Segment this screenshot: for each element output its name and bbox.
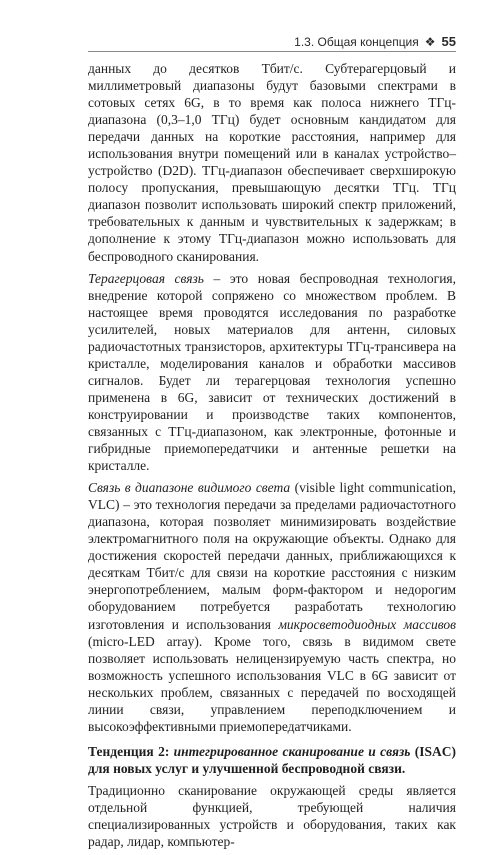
section-title: 1.3. Общая концепция	[294, 35, 419, 49]
paragraph-continued: данных до десятков Тбит/с. Субтерагерцовый и миллиметровый диапазоны будут базовыми спектрами в сотовых сетях 6G, в то время как полоса нижнего ТГц-диапазона (0,3–1,0 ТГц) будет основным кандидатом для передачи данных на короткие расстояния, например для использования внутри помещений или в каналах устройство–устройство (D2D). ТГц-диапазон обеспечивает сверхширокую полосу пропускания, превышающую десятки ТГц. ТГц диапазон позволит использовать широкий спектр приложений, требовательных к данным и чувствительных к задержкам; в дополнение к этому ТГц-диапазон можно использовать для беспроводного сканирования.	[88, 61, 456, 264]
trend-rest: (ISAC) для новых услуг и улучшенной беспроводной связи.	[88, 743, 456, 776]
paragraph-vlc	[88, 479, 456, 735]
paragraph-vlc-text-b: (micro-LED array). Кроме того, связь в видимом свете позволяет использовать нелицензируемую часть спектра, но возможность успешного использования VLC в 6G зависит от нескольких проблем, связанных с передачей по восходящей линии связи, управлением переподключением и высокоэффективными приемопередатчиками.	[88, 633, 456, 734]
paragraph-terahertz	[88, 270, 456, 475]
page-body	[88, 60, 456, 855]
running-header	[88, 33, 456, 52]
trend-heading	[88, 743, 456, 777]
page-number: 55	[441, 34, 456, 49]
term-micro-led: микросветодиодных массивов	[278, 616, 456, 632]
paragraph-terahertz-text: – это новая беспроводная технология, внедрение которой сопряжено со множеством проблем. В настоящее время проводятся исследования по разработке усилителей, новых материалов для антенн, силовых радиочастотных транзисторов, архитектуры ТГц-трансивера на кристалле, моделирования каналов и обработки массивов сигналов. Будет ли терагерцовая технология успешно применена в 6G, зависит от технических достижений в конструировании и производстве таких компонентов, связанных с ТГц-диапазоном, как электронные, фотонные и гибридные приемопередатчики и антенные решетки на кристалле.	[88, 270, 457, 474]
term-vlc: Связь в диапазоне видимого света	[88, 480, 291, 496]
trend-lead: Тенденция 2:	[88, 743, 174, 759]
term-terahertz: Терагерцовая связь	[88, 270, 204, 286]
paragraph-vlc-text-a: (visible light communication, VLC) – это технология передачи за пределами радиочастотного диапазона, которая позволяет минимизировать воздействие электромагнитного поля на окружающие объекты. Однако для достижения скоростей передачи данных, приближающихся к десяткам Тбит/с для связи на короткие расстояния с низким энергопотреблением, малым форм-фактором и недорогим оборудованием потребуется разработать технологию изготовления и использования	[88, 480, 456, 632]
paragraph-sensing: Традиционно сканирование окружающей среды является отдельной функцией, требующей наличия специализированных устройств и оборудования, таких как радар, лидар, компьютер-	[88, 782, 456, 850]
trend-title: интегрированное сканирование и связь	[173, 743, 411, 759]
diamond-separator-icon: ❖	[424, 35, 436, 49]
